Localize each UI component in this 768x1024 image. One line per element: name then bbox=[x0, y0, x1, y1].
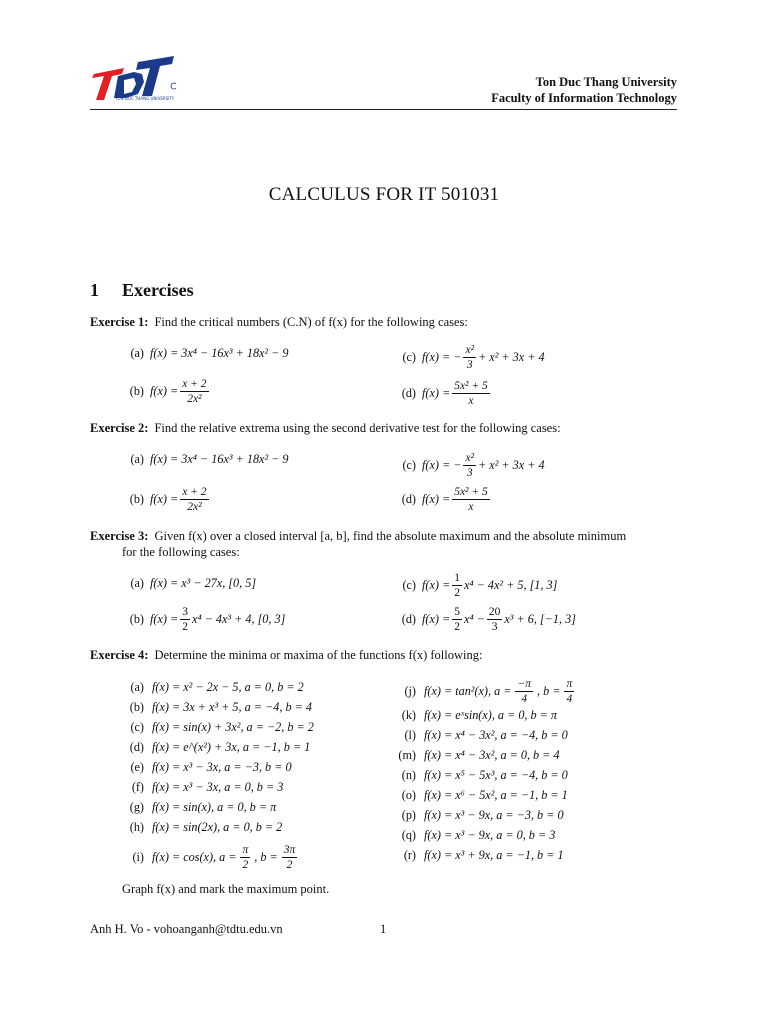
exercise-4-item: (g) f(x) = sin(x), a = 0, b = π bbox=[129, 799, 277, 814]
header-text bbox=[491, 74, 677, 106]
fraction: $\frac{x + 2}{\text{2x²}}$ bbox=[182, 377, 207, 405]
exercise-4-item: (l) f(x) = x⁴ − 3x², a = −4, b = 0 bbox=[404, 727, 568, 742]
exercise-3-prompt bbox=[90, 528, 680, 560]
university-name: Ton Duc Thang University bbox=[535, 75, 677, 89]
exercise-4-item: (o) f(x) = x⁶ − 5x², a = −1, b = 1 bbox=[401, 787, 568, 802]
exercise-4-item: (f) f(x) = x³ − 3x, a = 0, b = 3 bbox=[131, 779, 284, 794]
footer-author: Anh H. Vo - vohoanganh@tdtu.edu.vn bbox=[90, 922, 283, 936]
exercise-4-item: (d) f(x) = e^(x²) + 3x, a = −1, b = 1 bbox=[129, 739, 311, 754]
fraction: $\frac{-\pi}{4}$ bbox=[517, 677, 531, 705]
exercise-4-item: (q) f(x) = x³ − 9x, a = 0, b = 3 bbox=[401, 827, 556, 842]
exercise-3-item-a: (a) f(x) = x³ − 27x, [0, 5] bbox=[130, 575, 257, 590]
exercise-4-prompt bbox=[90, 647, 680, 663]
exercise-4-note: Graph f(x) and mark the maximum point. bbox=[122, 882, 330, 896]
exercise-4-item: (r) f(x) = x³ + 9x, a = −1, b = 1 bbox=[403, 847, 564, 862]
faculty-name: Faculty of Information Technology bbox=[491, 91, 677, 105]
exercise-text: Given f(x) over a closed interval [a, b], find the absolute maximum and the absolute minimum bbox=[154, 529, 627, 543]
fraction: $\frac{20}{3}$ bbox=[488, 605, 501, 633]
exercise-1-item-b: (b) f(x) = $\frac{x + 2}{\text{2x²}}$ bbox=[129, 377, 207, 405]
exercise-3-item-b: (b) f(x) = $\frac{3}{2}$ x⁴ − 4x³ + 4, [0, 3] bbox=[129, 605, 286, 633]
exercise-4-item: (j) f(x) = tan²(x), a = $\frac{-\pi}{4}$ , b = $\frac{\pi}{4}$ bbox=[404, 677, 573, 705]
logo-caption: TON DUC THANG UNIVERSITY bbox=[115, 96, 175, 101]
fraction: $\frac{3}{2}$ bbox=[182, 605, 188, 633]
fraction: $\frac{\text{5x² + 5}}{x}$ bbox=[454, 485, 488, 513]
fraction: $\frac{\text{x²}}{3}$ bbox=[465, 451, 475, 479]
exercise-1-item-d: (d) f(x) = $\frac{\text{5x² + 5}}{x}$ bbox=[401, 379, 488, 407]
exercise-2-prompt bbox=[90, 420, 680, 436]
header-rule bbox=[90, 109, 677, 110]
fraction: $\frac{3\pi}{2}$ bbox=[283, 843, 296, 871]
exercise-4-item: (h) f(x) = sin(2x), a = 0, b = 2 bbox=[129, 819, 283, 834]
fraction: $\frac{\text{5x² + 5}}{x}$ bbox=[454, 379, 488, 407]
exercise-3-item-c: (c) f(x) = $\frac{1}{2}$ x⁴ − 4x² + 5, [1, 3] bbox=[402, 571, 558, 599]
exercise-1-prompt bbox=[90, 314, 680, 330]
exercise-text: Find the critical numbers (C.N) of f(x) for the following cases: bbox=[154, 315, 468, 329]
exercise-2-item-d: (d) f(x) = $\frac{\text{5x² + 5}}{x}$ bbox=[401, 485, 488, 513]
exercise-4-item: (b) f(x) = 3x + x³ + 5, a = −4, b = 4 bbox=[129, 699, 312, 714]
exercise-1-item-a: (a) f(x) = 3x⁴ − 16x³ + 18x² − 9 bbox=[130, 345, 289, 360]
exercise-label: Exercise 2: bbox=[90, 421, 149, 435]
exercise-text-cont: for the following cases: bbox=[122, 545, 240, 559]
section-number: 1 bbox=[90, 280, 99, 300]
exercise-4-item: (c) f(x) = sin(x) + 3x², a = −2, b = 2 bbox=[130, 719, 314, 734]
exercise-label: Exercise 1: bbox=[90, 315, 149, 329]
exercise-2-item-c: (c) f(x) = − $\frac{\text{x²}}{3}$ + x² + 3x + 4 bbox=[402, 451, 545, 479]
exercise-text: Find the relative extrema using the second derivative test for the following cases: bbox=[154, 421, 561, 435]
exercise-label: Exercise 4: bbox=[90, 648, 149, 662]
exercise-4-item: (i) f(x) = cos(x), a = $\frac{\pi}{2}$ , b = $\frac{3\pi}{2}$ bbox=[132, 843, 296, 871]
exercise-3-item-d: (d) f(x) = $\frac{5}{2}$ x⁴ − $\frac{20}{3}$ x³ + 6, [−1, 3] bbox=[401, 605, 576, 633]
exercise-label: Exercise 3: bbox=[90, 529, 149, 543]
section-heading bbox=[90, 280, 194, 301]
exercise-2-item-b: (b) f(x) = $\frac{x + 2}{\text{2x²}}$ bbox=[129, 485, 207, 513]
fraction: $\frac{5}{2}$ bbox=[454, 605, 460, 633]
fraction: $\frac{\pi}{2}$ bbox=[242, 843, 249, 871]
exercise-4-item: (e) f(x) = x³ − 3x, a = −3, b = 0 bbox=[130, 759, 292, 774]
exercise-4-item: (a) f(x) = x² − 2x − 5, a = 0, b = 2 bbox=[130, 679, 304, 694]
exercise-4-item: (p) f(x) = x³ − 9x, a = −3, b = 0 bbox=[401, 807, 564, 822]
exercise-1-item-c: (c) f(x) = − $\frac{\text{x²}}{3}$ + x² + 3x + 4 bbox=[402, 343, 545, 371]
section-title: Exercises bbox=[122, 280, 194, 300]
page-number: 1 bbox=[380, 922, 387, 936]
document-title: CALCULUS FOR IT 501031 bbox=[268, 184, 500, 205]
fraction: $\frac{\text{x²}}{3}$ bbox=[465, 343, 475, 371]
exercise-4-item: (m) f(x) = x⁴ − 3x², a = 0, b = 4 bbox=[398, 747, 560, 762]
fraction: $\frac{x + 2}{\text{2x²}}$ bbox=[182, 485, 207, 513]
exercise-4-item: (k) f(x) = eˣsin(x), a = 0, b = π bbox=[401, 707, 558, 722]
exercise-text: Determine the minima or maxima of the functions f(x) following: bbox=[154, 648, 483, 662]
exercise-4-item: (n) f(x) = x⁵ − 5x³, a = −4, b = 0 bbox=[401, 767, 568, 782]
fraction: $\frac{\pi}{4}$ bbox=[566, 677, 573, 705]
exercise-2-item-a: (a) f(x) = 3x⁴ − 16x³ + 18x² − 9 bbox=[130, 451, 289, 466]
fraction: $\frac{1}{2}$ bbox=[454, 571, 460, 599]
